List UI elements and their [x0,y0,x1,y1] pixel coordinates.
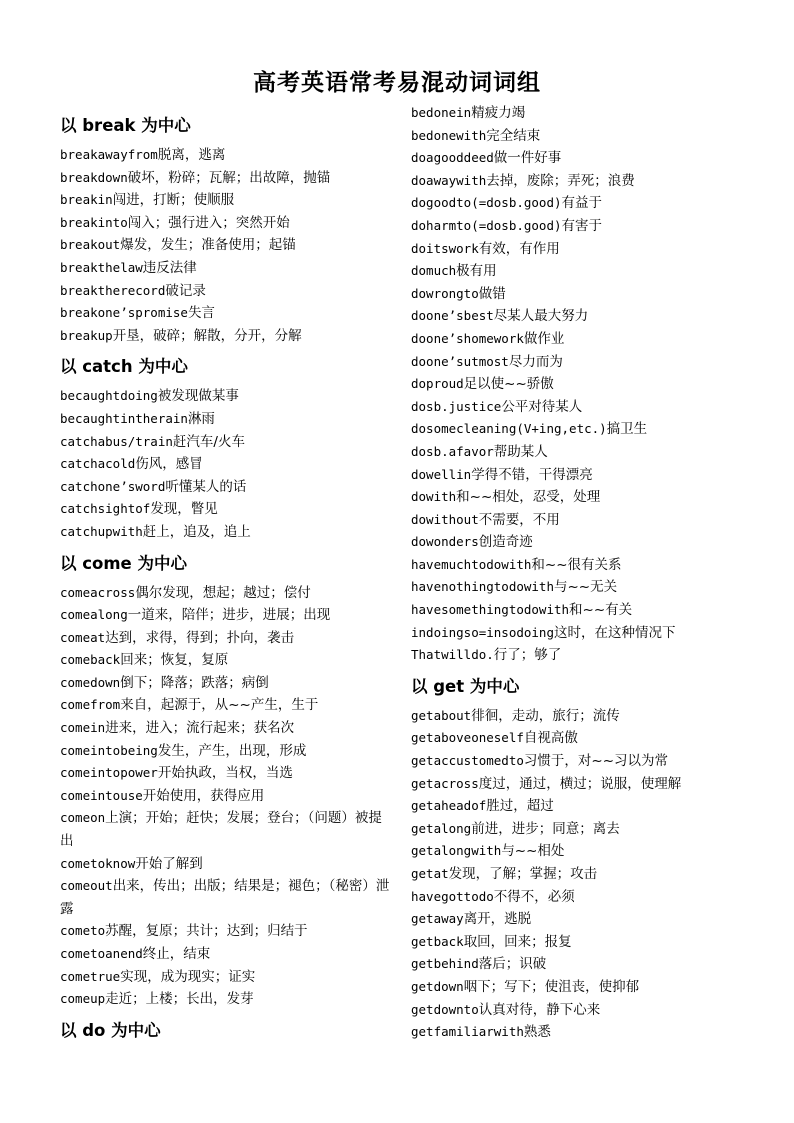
phrase-chinese: 苏醒，复原；共计；达到；归结于 [105,923,308,940]
phrase-entry [411,328,741,351]
phrase-chinese: 开始执政，当权，当选 [157,765,293,782]
phrase-english: havemuchtodowith [411,556,532,572]
phrase-entry [60,302,390,325]
phrase-entry [60,257,390,280]
phrase-entry [60,453,390,476]
phrase-english: catchupwith [60,523,143,539]
phrase-english: cometoknow [60,855,136,871]
phrase-english: havesomethingtodowith [411,602,570,618]
phrase-english: cometrue [60,968,121,984]
phrase-chinese: 尽某人最大努力 [493,308,589,325]
phrase-entry [60,672,390,695]
phrase-english: getaboveoneself [411,730,524,746]
phrase-english: catchsightof [60,501,151,517]
phrase-entry [411,705,741,728]
phrase-english: comeat [60,629,106,645]
phrase-chinese: 失言 [187,305,215,322]
phrase-english: getdown [411,978,464,994]
phrase-entry [411,931,741,954]
phrase-chinese: 不得不，必须 [493,888,575,905]
phrase-chinese: 极有用 [456,263,497,280]
section [411,671,741,1044]
phrase-english: getat [411,866,449,881]
phrase-entry [60,476,390,499]
phrase-entry [60,431,390,454]
phrase-entry [60,521,390,544]
phrase-chinese: 认真对待，静下心来 [478,1001,601,1018]
phrase-english: catchone’sword [60,478,166,494]
phrase-entry [411,283,741,306]
phrase-chinese: 赶上，追及，追上 [142,523,251,540]
phrase-english: getaccustomedto [411,753,524,769]
phrase-chinese: 有害于 [561,217,603,234]
phrase-english: comealong [60,607,128,623]
phrase-english: getalongwith [411,843,502,859]
phrase-entry [60,875,390,920]
section [60,1015,390,1047]
phrase-english: getaway [411,911,464,927]
phrase-entry [60,627,390,650]
phrase-chinese: 徘徊，走动，旅行；流传 [471,707,620,724]
phrase-english: comeacross [60,584,136,600]
phrase-chinese: 来自，起源于，从~~产生，生于 [120,697,319,714]
phrase-chinese: 一道来，陪伴；进步，进展；出现 [127,607,331,624]
phrase-entry [411,464,741,487]
phrase-entry [411,818,741,841]
phrase-english: breaktherecord [60,282,166,298]
phrase-chinese: 习惯于，对~~习以为常 [523,753,669,770]
phrase-english: getabout [411,707,472,723]
phrase-chinese: 行了；够了 [493,647,562,664]
phrase-chinese: 有效，有作用 [478,240,560,257]
section [60,351,390,543]
phrase-entry [411,305,741,328]
phrase-chinese: 做错 [478,285,506,302]
phrase-entry [411,727,741,750]
phrase-english: doitswork [411,240,479,256]
phrase-chinese: 精疲力竭 [471,105,526,121]
phrase-chinese: 完全结束 [486,127,541,144]
phrase-english: becaughtintherain [60,410,188,426]
phrase-chinese: 熟悉 [523,1024,551,1041]
phrase-english: comedown [60,674,121,690]
phrase-english: doawaywith [411,172,487,188]
phrase-english: doone’shomework [411,330,524,346]
phrase-entry [411,750,741,773]
phrase-chinese: 咽下；写下；使沮丧，使抑郁 [463,978,640,995]
phrase-english: dowithout [411,511,479,527]
phrase-entry [60,966,390,989]
phrase-entry [411,531,741,554]
phrase-chinese: 伤风，感冒 [135,456,203,473]
phrase-english: getalong [411,820,472,836]
phrase-chinese: 度过，通过，横过；说服，使理解 [478,775,682,792]
phrase-english: comein [60,720,106,736]
phrase-chinese: 上演；开始；赶快；发展；登台；（问题）被提出 [60,810,382,850]
phrase-chinese: 实现，成为现实；证实 [120,968,256,985]
phrase-english: dosb.afavor [411,443,494,459]
phrase-english: comeup [60,991,106,1007]
phrase-english: comeintouse [60,787,143,803]
phrase-english: bedonein [411,105,472,120]
phrase-english: getdownto [411,1001,479,1017]
phrase-chinese: 爆发，发生；准备使用；起锚 [120,237,296,254]
phrase-english: doagooddeed [411,150,494,166]
phrase-english: getfamiliarwith [411,1024,524,1040]
phrase-chinese: 回来；恢复，复原 [120,652,229,669]
phrase-english: doone’sutmost [411,353,509,369]
phrase-english: dowith [411,489,457,505]
phrase-entry [411,486,741,509]
phrase-english: getacross [411,775,479,791]
phrase-english: dowrongto [411,285,479,301]
phrase-entry [60,762,390,785]
phrase-entry [60,144,390,167]
phrase-english: breakinto [60,214,128,230]
phrase-english: cometo [60,923,106,939]
phrase-chinese: 破记录 [165,282,206,299]
phrase-entry [60,408,390,431]
phrase-english: getback [411,933,464,949]
phrase-english: comeintobeing [60,742,158,758]
phrase-entry [411,773,741,796]
phrase-chinese: 终止，结束 [142,946,211,962]
phrase-entry [411,102,741,125]
phrase-entry [411,886,741,909]
phrase-entry [60,649,390,672]
phrase-chinese: 脱离，逃离 [157,147,226,163]
phrase-entry [60,212,390,235]
phrase-entry [411,147,741,170]
phrase-chinese: 去掉，废除；弄死；浪费 [486,172,635,189]
phrase-english: Thatwilldo. [411,647,494,663]
phrase-chinese: 与~~无关 [554,579,618,596]
phrase-chinese: 和~~有关 [569,602,633,619]
phrase-chinese: 做作业 [523,330,565,347]
phrase-english: doone’sbest [411,308,494,324]
phrase-chinese: 胜过，超过 [486,798,554,815]
phrase-chinese: 发生，产生，出现，形成 [157,742,307,759]
phrase-chinese: 帮助某人 [493,443,548,460]
phrase-english: breakthelaw [60,259,143,275]
phrase-chinese: 达到，求得，得到；扑向，袭击 [105,629,295,646]
phrase-entry [411,373,741,396]
section-heading: 以 come 为中心 [60,553,187,573]
phrase-english: indoingso=insodoing [411,624,554,640]
phrase-chinese: 偶尔发现，想起；越过；偿付 [135,584,311,601]
phrase-entry [411,351,741,374]
section-heading: 以 do 为中心 [60,1020,161,1040]
phrase-entry [411,192,741,215]
left-column [60,110,390,1051]
phrase-chinese: 做一件好事 [493,150,562,167]
phrase-chinese: 开始了解到 [135,855,203,872]
phrase-english: dowellin [411,466,472,482]
phrase-entry [411,576,741,599]
phrase-entry [411,795,741,818]
phrase-chinese: 赶汽车/火车 [172,433,245,450]
phrase-entry [411,238,741,261]
phrase-entry [60,582,390,605]
phrase-entry [60,920,390,943]
section-heading: 以 catch 为中心 [60,357,188,377]
section-heading: 以 break 为中心 [60,116,191,135]
phrase-english: comeback [60,652,121,668]
phrase-entry [411,170,741,193]
phrase-chinese: 自视高傲 [523,730,578,747]
phrase-chinese: 走近；上楼；长出，发芽 [105,991,254,1008]
phrase-entry [60,785,390,808]
phrase-entry [60,853,390,876]
phrase-entry [60,604,390,627]
phrase-chinese: 落后；识破 [478,956,547,973]
section [60,110,390,347]
section [411,102,741,667]
phrase-chinese: 创造奇迹 [478,534,533,551]
phrase-entry [411,908,741,931]
phrase-english: catchabus/train [60,433,173,449]
phrase-chinese: 这时，在这种情况下 [554,624,676,641]
phrase-english: comeout [60,878,113,894]
section [60,548,390,1011]
phrase-chinese: 足以使~~骄傲 [463,376,554,393]
phrase-entry [411,599,741,622]
phrase-entry [60,167,390,190]
phrase-english: comefrom [60,697,121,713]
phrase-entry [411,396,741,419]
phrase-chinese: 听懂某人的话 [165,478,247,495]
phrase-english: bedonewith [411,127,487,143]
phrase-english: becaughtdoing [60,388,158,404]
section-heading: 以 get 为中心 [411,676,520,696]
phrase-chinese: 离开，逃脱 [463,911,532,928]
phrase-english: dogoodto(=dosb.good) [411,195,562,211]
phrase-entry [411,509,741,532]
phrase-chinese: 进来，进入；流行起来；获名次 [105,720,295,737]
phrase-english: breakin [60,192,113,208]
phrase-entry [60,717,390,740]
phrase-entry [60,234,390,257]
phrase-chinese: 发现，瞥见 [150,501,218,518]
phrase-chinese: 开垦，破碎；解散，分开，分解 [112,327,302,344]
phrase-chinese: 闯入；强行进入；突然开始 [127,214,290,231]
phrase-english: comeintopower [60,765,158,781]
phrase-english: catchacold [60,456,136,472]
phrase-chinese: 搞卫生 [606,421,648,438]
phrase-chinese: 违反法律 [142,259,197,276]
phrase-chinese: 学得不错，干得漂亮 [471,466,593,483]
phrase-english: havegottodo [411,888,494,904]
phrase-chinese: 和~~很有关系 [531,556,622,573]
phrase-chinese: 公平对待某人 [501,398,583,415]
phrase-chinese: 和~~相处，忍受，处理 [456,489,601,506]
phrase-english: breakawayfrom [60,147,158,162]
phrase-chinese: 发现，了解；掌握；攻击 [448,866,598,882]
phrase-chinese: 尽力而为 [508,353,563,370]
phrase-english: cometoanend [60,946,143,961]
phrase-english: comeon [60,810,106,826]
phrase-entry [411,1021,741,1044]
phrase-entry [411,863,741,886]
phrase-english: getaheadof [411,798,487,814]
phrase-chinese: 开始使用，获得应用 [142,787,265,804]
phrase-chinese: 前进，进步；同意；离去 [471,820,620,837]
phrase-chinese: 有益于 [561,195,603,212]
phrase-entry [411,644,741,667]
phrase-entry [411,999,741,1022]
phrase-entry [411,953,741,976]
phrase-english: getbehind [411,956,479,972]
phrase-entry [411,215,741,238]
phrase-english: dowonders [411,534,479,550]
phrase-english: dosomecleaning(V+ing,etc.) [411,421,607,437]
phrase-english: breakup [60,327,113,343]
phrase-chinese: 出来，传出；出版；结果是；褪色；（秘密）泄露 [60,878,390,917]
phrase-entry [60,325,390,348]
phrase-english: breakone’spromise [60,305,188,321]
phrase-english: breakout [60,237,121,253]
phrase-entry [60,189,390,212]
phrase-chinese: 被发现做某事 [157,388,239,405]
phrase-entry [411,840,741,863]
phrase-entry [411,441,741,464]
phrase-chinese: 闯进，打断；使顺服 [112,192,235,209]
phrase-english: doharmto(=dosb.good) [411,217,562,233]
phrase-entry [60,807,390,852]
right-column [411,102,741,1048]
phrase-chinese: 不需要，不用 [478,511,560,528]
phrase-chinese: 淋雨 [187,410,215,427]
phrase-entry [60,498,390,521]
phrase-entry [411,622,741,645]
phrase-english: domuch [411,263,457,279]
phrase-entry [60,694,390,717]
phrase-english: doproud [411,376,464,392]
phrase-entry [411,976,741,999]
phrase-entry [411,260,741,283]
phrase-entry [60,385,390,408]
phrase-chinese: 与~~相处 [501,843,565,860]
phrase-chinese: 倒下；降落；跌落；病倒 [120,674,269,691]
phrase-entry [60,740,390,763]
phrase-english: breakdown [60,169,128,185]
phrase-english: dosb.justice [411,398,502,414]
phrase-chinese: 破坏，粉碎；瓦解；出故障，抛锚 [127,169,331,186]
document-title: 高考英语常考易混动词词组 [253,70,541,96]
phrase-entry [60,988,390,1011]
phrase-entry [60,943,390,966]
phrase-entry [411,125,741,148]
phrase-english: havenothingtodowith [411,579,554,595]
phrase-entry [60,280,390,303]
phrase-entry [411,418,741,441]
phrase-entry [411,554,741,577]
phrase-chinese: 取回，回来；报复 [463,933,572,950]
